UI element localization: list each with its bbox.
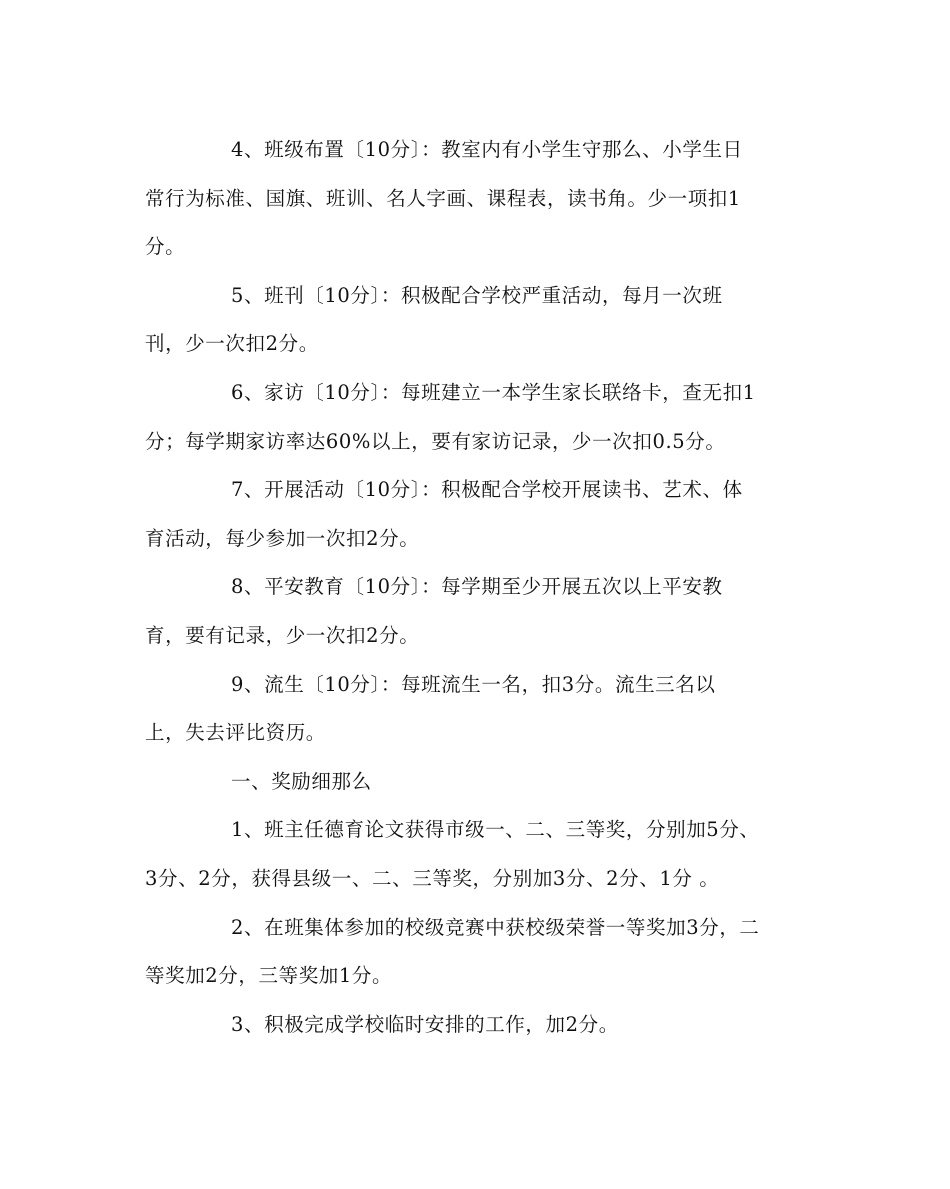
paragraph-line: 上，失去评比资历。 xyxy=(145,721,326,745)
section-heading: 一、奖励细那么 xyxy=(231,769,372,793)
paragraph-line: 分；每学期家访率达60%以上，要有家访记录，少一次扣0.5分。 xyxy=(145,429,726,453)
paragraph-line: 等奖加2分，三等奖加1分。 xyxy=(145,964,393,988)
paragraph-line: 9、流生〔10分〕：每班流生一名，扣3分。流生三名以 xyxy=(231,672,716,696)
paragraph-line: 刊，少一次扣2分。 xyxy=(145,332,319,356)
paragraph-line: 分。 xyxy=(145,235,186,259)
paragraph-line: 3分、2分，获得县级一、二、三等奖，分别加3分、2分、1分 。 xyxy=(145,866,720,890)
paragraph-line: 2、在班集体参加的校级竞赛中获校级荣誉一等奖加3分，二 xyxy=(231,915,760,939)
paragraph-line: 6、家访〔10分〕：每班建立一本学生家长联络卡，查无扣1 xyxy=(231,380,756,404)
paragraph-line: 7、开展活动〔10分〕：积极配合学校开展读书、艺术、体 xyxy=(231,478,743,502)
paragraph-line: 1、班主任德育论文获得市级一、二、三等奖，分别加5分、 xyxy=(231,818,760,842)
paragraph-line: 4、班级布置〔10分〕：教室内有小学生守那么、小学生日 xyxy=(231,138,743,161)
paragraph-line: 常行为标准、国旗、班训、名人字画、课程表，读书角。少一项扣1 xyxy=(145,186,741,210)
paragraph-line: 5、班刊〔10分〕：积极配合学校严重活动，每月一次班 xyxy=(231,283,723,307)
document-body xyxy=(145,126,810,1049)
paragraph-line: 育，要有记录，少一次扣2分。 xyxy=(145,623,420,647)
paragraph-line: 8、平安教育〔10分〕：每学期至少开展五次以上平安教 xyxy=(231,575,723,599)
paragraph-line: 育活动，每少参加一次扣2分。 xyxy=(145,526,420,550)
paragraph-line: 3、积极完成学校临时安排的工作，加2分。 xyxy=(231,1012,619,1036)
